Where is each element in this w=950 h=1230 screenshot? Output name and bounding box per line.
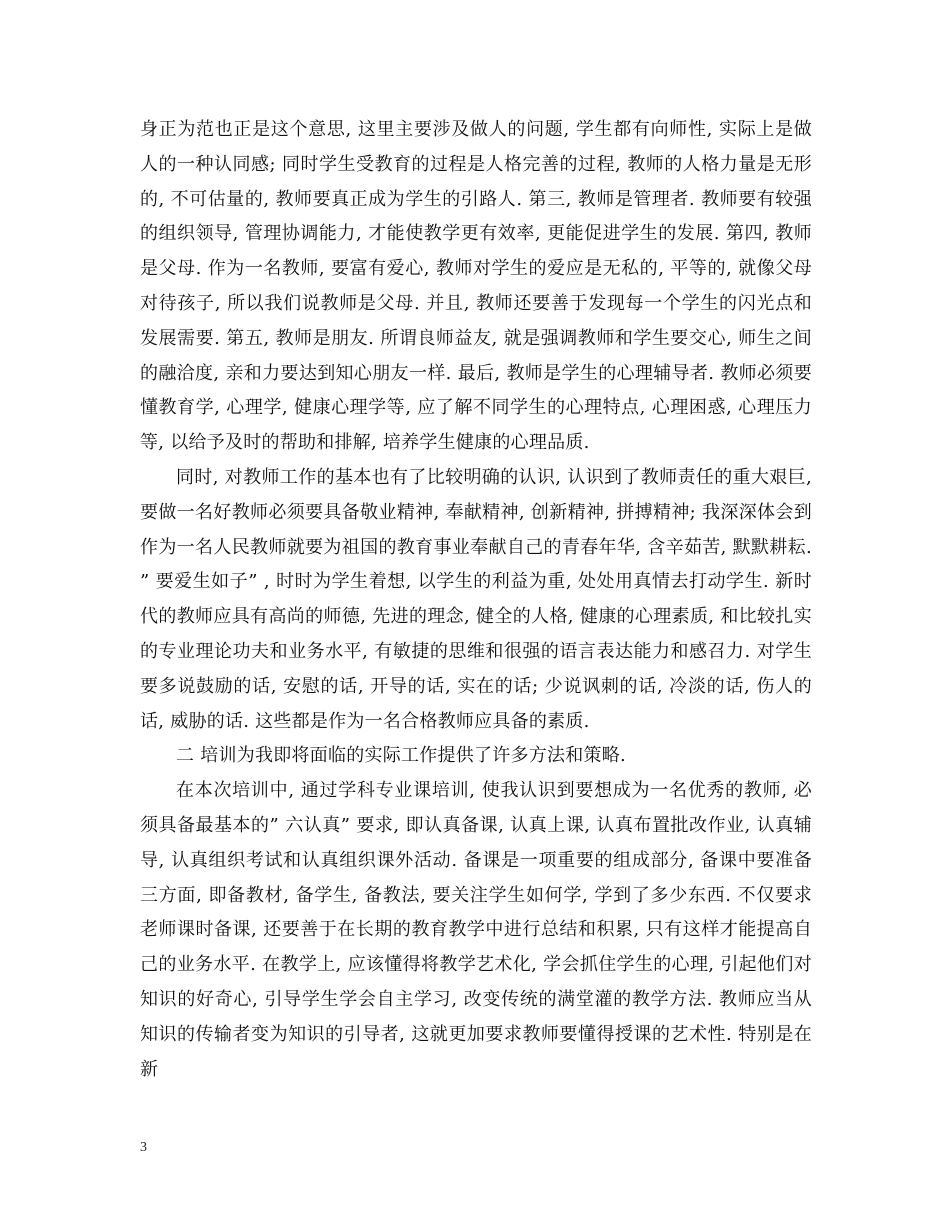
paragraph-1: 身正为范也正是这个意思, 这里主要涉及做人的问题, 学生都有向师性, 实际上是做人的一种认同感; 同时学生受教育的过程是人格完善的过程, 教师的人格力量是无形的, 不可估量的, 教师要真正成为学生的引路人. 第三, 教师是管理者. 教师要有较强的组织领导, 管理协调能力, 才能使教学更有效率, 更能促进学生的发展. 第四, 教师是父母. 作为一名教师, 要富有爱心, 教师对学生的爱应是无私的, 平等的, 就像父母对待孩子, 所以我们说教师是父母. 并且, 教师还要善于发现每一个学生的闪光点和发展需要. 第五, 教师是朋友. 所谓良师益友, 就是强调教师和学生要交心, 师生之间的融洽度, 亲和力要达到知心朋友一样. 最后, 教师是学生的心理辅导者. 教师必须要懂教育学, 心理学, 健康心理学等, 应了解不同学生的心理特点, 心理困惑, 心理压力等, 以给予及时的帮助和排解, 培养学生健康的心理品质.: [140, 119, 812, 454]
paragraph-2: 同时, 对教师工作的基本也有了比较明确的认识, 认识到了教师责任的重大艰巨, 要做一名好教师必须要具备敬业精神, 奉献精神, 创新精神, 拼搏精神; 我深深体会到作为一名人民教师就要为祖国的教育事业奉献自己的青春年华, 含辛茹苦, 默默耕耘. ” 要爱生如子” , 时时为学生着想, 以学生的利益为重, 处处用真情去打动学生. 新时代的教师应具有高尚的师德, 先进的理念, 健全的人格, 健康的心理素质, 和比较扎实的专业理论功夫和业务水平, 有敏捷的思维和很强的语言表达能力和感召力. 对学生要多说鼓励的话, 安慰的话, 开导的话, 实在的话; 少说讽刺的话, 冷淡的话, 伤人的话, 威胁的话. 这些都是作为一名合格教师应具备的素质.: [140, 466, 812, 732]
page-number: 3: [140, 1140, 147, 1155]
section-heading: 二 培训为我即将面临的实际工作提供了许多方法和策略.: [176, 745, 626, 767]
paragraph-3: 在本次培训中, 通过学科专业课培训, 使我认识到要想成为一名优秀的教师, 必须具备最基本的” 六认真” 要求, 即认真备课, 认真上课, 认真布置批改作业, 认真辅导, 认真组织考试和认真组织课外活动. 备课是一项重要的组成部分, 备课中要准备三方面, 即备教材, 备学生, 备教法, 要关注学生如何学, 学到了多少东西. 不仅要求老师课时备课, 还要善于在长期的教育教学中进行总结和积累, 只有这样才能提高自己的业务水平. 在教学上, 应该懂得将教学艺术化, 学会抓住学生的心理, 引起他们对知识的好奇心, 引导学生学会自主学习, 改变传统的满堂灌的教学方法. 教师应当从知识的传输者变为知识的引导者, 这就更加要求教师要懂得授课的艺术性. 特别是在新: [140, 780, 812, 1080]
document-body: [140, 113, 812, 1087]
